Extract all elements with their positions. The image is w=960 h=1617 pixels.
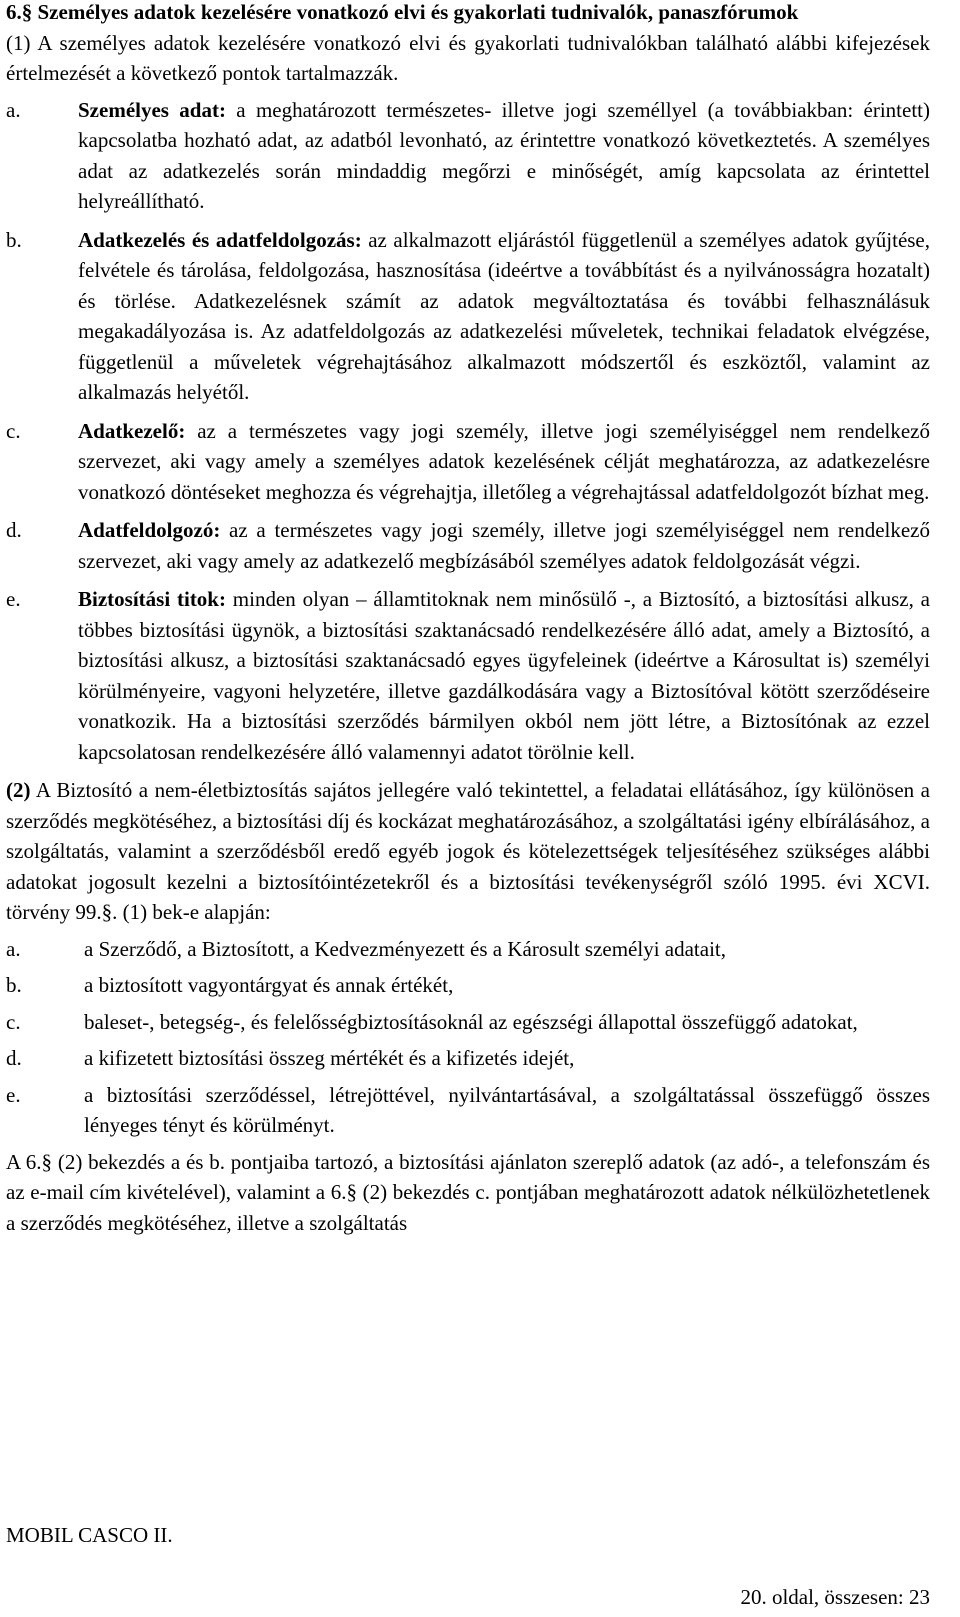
- definition-item: [6, 584, 930, 767]
- definition-text: a meghatározott természetes- illetve jogi személlyel (a továbbiakban: érintett) kapcsolatba hozható adat, az adatból levonható, az érintettre vonatkozó következtetés. A személyes adat az adatkezelés során mindaddig megőrzi e minőségét, amíg kapcsolata az érintettel helyreállítható.: [78, 97, 930, 213]
- list-label: a.: [6, 936, 21, 961]
- list-text: a biztosított vagyontárgyat és annak értékét,: [84, 973, 454, 997]
- definition-text: az alkalmazott eljárástól függetlenül a személyes adatok gyűjtése, felvétele és tárolása, feldolgozása, hasznosítása (ideértve a továbbítást és a nyilvánosságra hozatalt) és törlése. Adatkezelésnek számít az adatok megváltoztatása és további felhasználásuk megakadályozása is. Az adatfeldolgozás az adatkezelési műveletek, technikai feladatok elvégzése, függetlenül a műveletek végrehajtásához alkalmazott módszertől és eszköztől, valamint az alkalmazás helyétől.: [78, 227, 931, 404]
- closing-paragraph: A 6.§ (2) bekezdés a és b. pontjaiba tartozó, a biztosítási ajánlaton szereplő adatok (az adó-, a telefonszám és az e-mail cím kivételével), valamint a 6.§ (2) bekezdés c. pontjában meghatározott adatok nélkülözhetetlenek a szerződés megkötéséhez, illetve a szolgáltatás: [6, 1149, 930, 1235]
- definition-body: [78, 95, 930, 217]
- list-item: [6, 1043, 930, 1074]
- list-item: [6, 970, 930, 1001]
- definition-term: Adatfeldolgozó:: [78, 518, 221, 542]
- paragraph-number: (2): [6, 778, 31, 802]
- definition-item: [6, 515, 930, 576]
- definition-item: [6, 225, 930, 408]
- section-heading: 6.§ Személyes adatok kezelésére vonatkozó elvi és gyakorlati tudnivalók, panaszfórumok: [6, 0, 799, 24]
- document-page: [6, 0, 930, 1238]
- definition-body: [78, 515, 930, 576]
- list-label: b.: [6, 973, 22, 997]
- definition-text: minden olyan – államtitoknak nem minősülő -, a Biztosító, a biztosítási alkusz, a többes biztosítási ügynök, a biztosítási szaktanácsadó rendelkezésére álló adat, amely a Biztosító, a biztosítási alkusz, a biztosítási szaktanácsadó egyes ügyfeleinek (ideértve a Károsultat is) személyi körülményeire, vagyoni helyzetére, illetve gazdálkodására vagy a Biztosítóval kötött szerződéseire vonatkozik. Ha a biztosítási szerződés bármilyen okból nem jött létre, a Biztosítónak az ezzel kapcsolatosan rendelkezésére álló valamennyi adatot törölnie kell.: [78, 587, 931, 764]
- definition-item: [6, 416, 930, 508]
- definition-term: Adatkezelő:: [78, 418, 186, 443]
- list-item: [6, 934, 930, 965]
- data-list: [6, 934, 930, 1141]
- definition-label: a.: [6, 97, 21, 122]
- list-text: a biztosítási szerződéssel, létrejöttével, nyilvántartásával, a szolgáltatással összefüggő összes lényeges tényt és körülményt.: [84, 1082, 930, 1137]
- list-text: a kifizetett biztosítási összeg mértékét és a kifizetés idejét,: [84, 1046, 575, 1070]
- paragraph-2: [6, 775, 930, 928]
- footer-doc-name: MOBIL CASCO II.: [6, 1523, 173, 1547]
- list-item: [6, 1080, 930, 1141]
- definition-item: [6, 95, 930, 217]
- footer-page-number: 20. oldal, összesen: 23: [740, 1585, 930, 1609]
- list-item: [6, 1007, 930, 1038]
- paragraph-text: A Biztosító a nem-életbiztosítás sajátos jellegére való tekintettel, a feladatai ellátásához, így különösen a szerződés megkötéséhez, a biztosítási díj és kockázat meghatározásához, a szolgáltatási igény elbírálásához, a szolgáltatás, valamint a szerződésből eredő egyéb jogok és kötelezettségek teljesítéséhez szükséges alábbi adatokat jogosult kezelni a biztosítóintézetekről és a biztosítási tevékenységről szóló 1995. évi XCVI. törvény 99.§. (1) bek-e alapján:: [6, 778, 930, 924]
- list-label: d.: [6, 1046, 22, 1070]
- definition-label: d.: [6, 518, 22, 542]
- definition-body: [78, 584, 930, 767]
- definition-label: c.: [6, 418, 21, 443]
- definition-term: Személyes adat:: [78, 97, 226, 122]
- definition-text: az a természetes vagy jogi személy, illetve jogi személyiséggel nem rendelkező szervezet, aki vagy amely az adatkezelő megbízásából személyes adatok feldolgozását végzi.: [78, 518, 930, 573]
- definition-label: b.: [6, 227, 22, 252]
- definition-label: e.: [6, 587, 21, 611]
- intro-paragraph: (1) A személyes adatok kezelésére vonatkozó elvi és gyakorlati tudnivalókban található alábbi kifejezések értelmezését a következő pontok tartalmazzák.: [6, 30, 930, 85]
- list-text: a Szerződő, a Biztosított, a Kedvezményezett és a Károsult személyi adatait,: [84, 936, 727, 961]
- definition-term: Adatkezelés és adatfeldolgozás:: [78, 227, 362, 252]
- definition-body: [78, 225, 930, 408]
- list-label: c.: [6, 1009, 21, 1034]
- definition-text: az a természetes vagy jogi személy, illetve jogi személyiséggel nem rendelkező szervezet, aki vagy amely a személyes adatok kezelésének célját meghatározza, az adatkezelésre vonatkozó döntéseket meghozza és végrehajtja, illetőleg a végrehajtással adatfeldolgozót bízhat meg.: [78, 418, 930, 504]
- definition-body: [78, 416, 930, 508]
- list-label: e.: [6, 1082, 21, 1107]
- list-text: baleset-, betegség-, és felelősségbiztosításoknál az egészségi állapottal összefüggő adatokat,: [84, 1009, 858, 1034]
- definition-term: Biztosítási titok:: [78, 587, 226, 611]
